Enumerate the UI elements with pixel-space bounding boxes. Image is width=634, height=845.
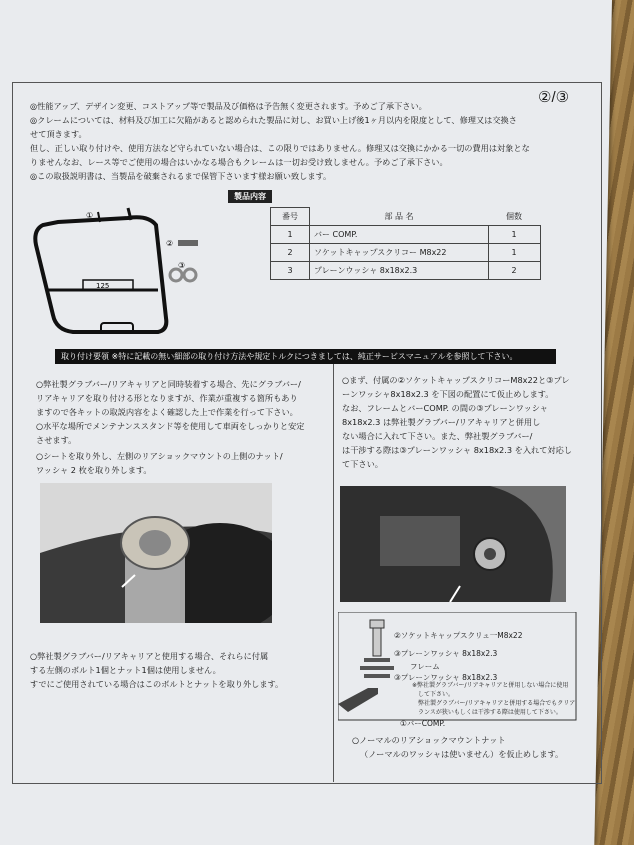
left-text: ○シートを取り外し、左側のリアショックマウントの上側のナット/ (36, 451, 283, 461)
table-row (271, 244, 541, 262)
intro-line: りませんなお、レース等でご使用の場合はいかなる場合もクレームは一切お受け致しません。予めご了承下さい。 (30, 157, 448, 167)
column-divider (333, 364, 334, 782)
intro-line: ◎クレームについては、材料及び加工に欠陥があると認められた製品に対し、お買い上げ後1ヶ月以内を限度として、修理又は交換さ (30, 115, 517, 125)
cell: 2 (488, 262, 540, 280)
table-row (271, 226, 541, 244)
right-text: （ノーマルのワッシャは使いません）を仮止めします。 (360, 749, 564, 759)
cell: 3 (271, 262, 310, 280)
right-text: ○ノーマルのリアショックマウントナット (352, 735, 506, 745)
right-text: ーンワッシャ8x18x2.3 を下図の配置にて仮止めします。 (342, 389, 554, 399)
contents-title: 製品内容 (228, 190, 272, 203)
header-number: 番号 (271, 208, 310, 226)
parts-table (270, 207, 541, 280)
callout-1: ① (86, 211, 94, 220)
right-text: なお、フレームとバーCOMP. の間の③プレーンワッシャ (342, 403, 548, 413)
intro-line: せて頂きます。 (30, 129, 87, 139)
note-line: ※弊社製グラブバー/リアキャリアと併用しない場合に使用 (412, 682, 569, 689)
intro-line: ◎性能アップ、デザイン変更、コストアップ等で製品及び価格は予告無く変更されます。予めご了承下さい。 (30, 101, 427, 111)
shock-mount-photo (40, 483, 272, 623)
left-text: ますので各キットの取説内容をよく確認した上で作業を行って下さい。 (36, 407, 298, 417)
left-text: させます。 (36, 435, 77, 445)
cell: プレーンウッシャ 8x18x2.3 (310, 262, 489, 280)
note-line: ランスが狭いもしくは干渉する際は使用して下さい。 (418, 709, 562, 716)
right-text: 8x18x2.3 は弊社製グラブバー/リアキャリアと併用し (342, 417, 541, 427)
label-bar: ①バーCOMP. (400, 719, 446, 728)
label-washer-bottom: ③プレーンワッシャ 8x18x2.3 (394, 673, 498, 682)
label-bolt: ②ソケットキャップスクリュ一M8x22 (394, 631, 523, 640)
frame-mount-photo (340, 486, 566, 602)
intro-line: 但し、正しい取り付けや、使用方法など守られていない場合は、この限りではありません。修理又は交換にかかる一切の費用は対象とな (30, 143, 530, 153)
instructions-banner: 取り付け要領 ※特に記載の無い細部の取り付け方法や規定トルクにつきましては、純正サービスマニュアルを参照して下さい。 (55, 349, 556, 364)
cell: ソケットキャップスクリコー M8x22 (310, 244, 489, 262)
left-text: ○水平な場所でメンテナンススタンド等を使用して車両をしっかりと安定 (36, 421, 305, 431)
frame-label: 125 (96, 282, 110, 290)
right-text: ○まず、付属の②ソケットキャップスクリコーM8x22と③プレ (342, 375, 570, 385)
cell: 2 (271, 244, 310, 262)
left-text: ○弊社製グラブバー/リアキャリアと使用する場合、それらに付属 (30, 651, 269, 661)
left-text: ワッシャ 2 枚を取り外します。 (36, 465, 152, 475)
cell: 1 (488, 226, 540, 244)
label-frame: フレーム (410, 662, 440, 671)
left-text: する左側のボルト1個とナット1個は使用しません。 (30, 665, 221, 675)
cell: 1 (271, 226, 310, 244)
left-text: すでにご使用されている場合はこのボルトとナットを取り外します。 (30, 679, 284, 689)
header-qty: 個数 (506, 211, 522, 221)
page-number: ②/③ (538, 89, 570, 106)
right-text: ない場合に入れて下さい。また、弊社製グラブバー/ (342, 431, 533, 441)
right-text: は干渉する際は③プレーンワッシャ 8x18x2.3 を入れて対応し (342, 445, 572, 455)
header-name: 部 品 名 (384, 211, 414, 221)
left-text: ○弊社製グラブバー/リアキャリアと同時装着する場合、先にグラブバー/ (36, 379, 301, 389)
callout-3: ③ (178, 261, 186, 270)
label-washer-top: ③プレーンワッシャ 8x18x2.3 (394, 649, 498, 658)
intro-line: ◎この取扱説明書は、当製品を破棄されるまで保管下さいます様お願い致します。 (30, 171, 332, 181)
callout-2: ② (166, 239, 174, 248)
parts-diagram (28, 200, 208, 340)
cell: バー COMP. (310, 226, 489, 244)
left-text: リアキャリアを取り付ける形となりますが、作業が重複する箇所もあり (36, 393, 298, 403)
note-line: 弊社製グラブバー/リアキャリアと併用する場合でもクリア (418, 700, 576, 707)
right-text: て下さい。 (342, 459, 383, 469)
note-line: して下さい。 (418, 691, 455, 698)
cell: 1 (488, 244, 540, 262)
table-row (271, 262, 541, 280)
